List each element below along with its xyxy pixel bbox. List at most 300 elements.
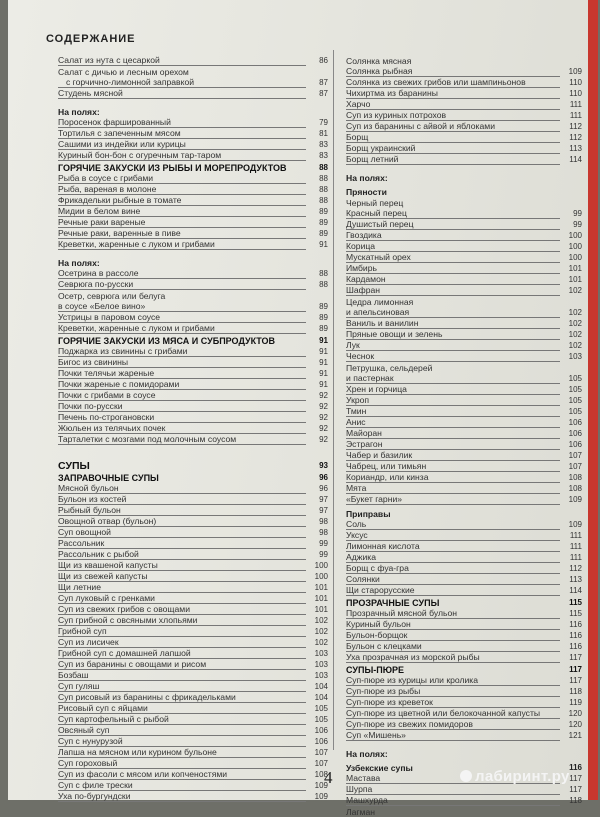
toc-entry	[58, 791, 328, 802]
toc-entry	[346, 384, 582, 395]
toc-entry-page: 104	[314, 682, 328, 691]
toc-entry-page: 102	[568, 319, 582, 328]
toc-entry-page: 88	[319, 174, 328, 183]
toc-entry-page: 104	[314, 693, 328, 702]
toc-entry-title: Креветки, жаренные с луком и грибами	[58, 239, 306, 250]
toc-entry-page: 112	[569, 564, 582, 573]
toc-entry	[58, 637, 328, 648]
toc-entry	[58, 626, 328, 637]
toc-entry-page: 99	[573, 209, 582, 218]
toc-entry	[346, 329, 582, 340]
toc-entry-page: 102	[568, 286, 582, 295]
toc-entry-title: Солянка мясная	[346, 56, 412, 66]
toc-entry-page: 113	[569, 144, 582, 153]
toc-entry-page: 100	[314, 561, 328, 570]
toc-entry-page: 117	[569, 665, 582, 674]
toc-entry-page: 93	[319, 461, 328, 470]
toc-entry-page: 111	[569, 553, 582, 562]
toc-entry-title: Грибной суп с домашней лапшой	[58, 648, 306, 659]
toc-entry	[346, 730, 582, 741]
toc-entry-page: 96	[319, 484, 328, 493]
toc-entry	[58, 505, 328, 516]
toc-entry-page: 88	[319, 196, 328, 205]
toc-entry-title: Шурпа	[346, 784, 560, 795]
toc-entry-page: 106	[568, 418, 582, 427]
toc-entry	[58, 736, 328, 747]
toc-entry	[58, 681, 328, 692]
toc-entry-page: 92	[319, 402, 328, 411]
toc-entry	[346, 99, 582, 110]
toc-entry-title: Лапша на мясном или курином бульоне	[58, 747, 306, 758]
toc-entry-page: 91	[319, 336, 328, 345]
toc-entry	[58, 323, 328, 334]
toc-entry-page: 81	[319, 129, 328, 138]
toc-entry-title: Харчо	[346, 99, 560, 110]
toc-entry-page: 109	[568, 495, 582, 504]
toc-entry-title: Жюльен из телячьих почек	[58, 423, 306, 434]
toc-entry-title: Севрюга по-русски	[58, 279, 306, 290]
toc-entry	[58, 648, 328, 659]
toc-entry-page: 91	[319, 240, 328, 249]
toc-entry-title: Студень мясной	[58, 88, 306, 99]
toc-entry-page: 110	[569, 78, 582, 87]
toc-entry	[346, 307, 582, 318]
book-page	[8, 0, 598, 817]
toc-entry	[346, 362, 582, 373]
toc-entry-title: Салат из нута с цесаркой	[58, 55, 306, 66]
toc-entry-title: Бигос из свинины	[58, 357, 306, 368]
toc-entry-page: 107	[568, 462, 582, 471]
toc-entry-title: Приправы	[346, 509, 391, 519]
toc-entry	[346, 66, 582, 77]
toc-entry-title: Лук	[346, 340, 560, 351]
toc-entry-page: 87	[319, 89, 328, 98]
toc-entry	[58, 659, 328, 670]
toc-entry-page: 102	[314, 627, 328, 636]
toc-entry	[58, 747, 328, 758]
toc-entry	[346, 241, 582, 252]
toc-entry-page: 105	[568, 407, 582, 416]
toc-entry	[58, 150, 328, 161]
page-number: 4	[324, 768, 333, 787]
toc-entry-title: Кориандр, или кинза	[346, 472, 560, 483]
toc-entry-page: 115	[569, 598, 582, 607]
toc-entry-title: Гвоздика	[346, 230, 560, 241]
toc-entry	[58, 128, 328, 139]
spacer	[58, 250, 328, 254]
toc-entry	[346, 263, 582, 274]
toc-entry-page: 110	[569, 89, 582, 98]
column-divider	[333, 50, 334, 750]
toc-entry-page: 102	[568, 308, 582, 317]
toc-entry-title: Суп из лисичек	[58, 637, 306, 648]
toc-entry	[58, 55, 328, 66]
toc-entry-page: 100	[568, 253, 582, 262]
toc-entry-title: Щи из свежей капусты	[58, 571, 306, 582]
toc-entry	[346, 552, 582, 563]
toc-entry	[346, 274, 582, 285]
toc-entry	[346, 641, 582, 652]
watermark-text: лабиринт.ру	[475, 768, 570, 785]
toc-entry-title: На полях:	[346, 749, 388, 759]
toc-entry	[58, 379, 328, 390]
toc-entry-page: 105	[568, 374, 582, 383]
toc-entry	[346, 318, 582, 329]
toc-entry-page: 107	[314, 748, 328, 757]
toc-entry	[58, 758, 328, 769]
toc-entry-title: Рисовый суп с яйцами	[58, 703, 306, 714]
toc-entry-page: 91	[319, 380, 328, 389]
toc-entry-title: Суп из куриных потрохов	[346, 110, 560, 121]
toc-entry	[346, 652, 582, 663]
toc-entry-page: 113	[569, 575, 582, 584]
toc-entry	[346, 686, 582, 697]
toc-entry-title: Суп овощной	[58, 527, 306, 538]
toc-entry-title: Чихиртма из баранины	[346, 88, 560, 99]
toc-heading	[58, 257, 328, 268]
toc-entry	[58, 88, 328, 99]
toc-entry-page: 96	[319, 473, 328, 482]
toc-entry	[346, 472, 582, 483]
toc-entry-title: Пряности	[346, 187, 387, 197]
toc-entry	[58, 268, 328, 279]
toc-entry	[346, 121, 582, 132]
toc-entry-page: 109	[314, 792, 328, 801]
toc-entry-title: ПРОЗРАЧНЫЕ СУПЫ	[346, 598, 440, 608]
toc-entry-title: Мидии в белом вине	[58, 206, 306, 217]
toc-entry	[346, 340, 582, 351]
toc-entry	[58, 549, 328, 560]
toc-entry-title: Суп гороховый	[58, 758, 306, 769]
toc-entry-page: 101	[314, 605, 328, 614]
toc-heading	[58, 457, 328, 471]
toc-entry	[58, 228, 328, 239]
toc-entry-title: На полях:	[346, 173, 388, 183]
toc-entry-page: 121	[568, 731, 582, 740]
toc-heading	[346, 172, 582, 183]
toc-entry-title: Пряные овощи и зелень	[346, 329, 560, 340]
toc-entry-title: На полях:	[58, 258, 100, 268]
toc-entry-title: Хрен и горчица	[346, 384, 560, 395]
toc-entry-title: и пастернак	[346, 373, 560, 384]
toc-entry	[58, 184, 328, 195]
toc-entry	[58, 301, 328, 312]
toc-heading	[346, 508, 582, 519]
toc-entry	[58, 483, 328, 494]
toc-entry-page: 86	[319, 56, 328, 65]
toc-heading	[346, 186, 582, 197]
toc-entry	[58, 527, 328, 538]
toc-entry-page: 103	[314, 649, 328, 658]
toc-entry	[58, 560, 328, 571]
toc-entry-page: 112	[569, 133, 582, 142]
toc-heading	[346, 748, 582, 759]
toc-entry-page: 106	[314, 726, 328, 735]
toc-entry	[58, 173, 328, 184]
toc-entry-title: Узбекские супы	[346, 763, 413, 773]
toc-entry-title: и апельсиновая	[346, 307, 560, 318]
toc-entry	[58, 703, 328, 714]
toc-entry-page: 114	[569, 586, 582, 595]
toc-entry-page: 101	[568, 264, 582, 273]
toc-entry-page: 83	[319, 151, 328, 160]
toc-entry-page: 105	[314, 704, 328, 713]
toc-entry	[346, 197, 582, 208]
toc-entry-page: 88	[319, 269, 328, 278]
toc-entry-page: 89	[319, 324, 328, 333]
toc-entry-page: 89	[319, 313, 328, 322]
toc-entry-page: 105	[314, 715, 328, 724]
toc-entry	[346, 784, 582, 795]
toc-entry-title: Креветки, жаренные с луком и грибами	[58, 323, 306, 334]
toc-entry-page: 89	[319, 302, 328, 311]
toc-entry	[346, 77, 582, 88]
toc-entry-title: Суп из фасоли с мясом или копченостями	[58, 769, 306, 780]
toc-entry	[346, 351, 582, 362]
toc-entry	[346, 285, 582, 296]
toc-entry-title: «Букет гарни»	[346, 494, 560, 505]
toc-entry-title: Солянка рыбная	[346, 66, 560, 77]
toc-entry-title: Печень по-строгановски	[58, 412, 306, 423]
toc-entry-title: Суп «Мишень»	[346, 730, 560, 741]
toc-entry-title: Майоран	[346, 428, 560, 439]
toc-entry-title: Мясной бульон	[58, 483, 306, 494]
toc-entry-title: Почки жареные с помидорами	[58, 379, 306, 390]
toc-entry-page: 102	[314, 638, 328, 647]
toc-entry-title: Солянка из свежих грибов или шампиньонов	[346, 77, 560, 88]
toc-entry-title: Корица	[346, 241, 560, 252]
toc-entry-title: Осетр, севрюга или белуга	[58, 291, 166, 301]
toc-entry-page: 97	[319, 506, 328, 515]
toc-entry-title: СУПЫ	[58, 460, 90, 472]
toc-entry	[346, 708, 582, 719]
toc-entry-page: 105	[568, 396, 582, 405]
toc-entry-page: 118	[569, 796, 582, 805]
toc-entry-title: Имбирь	[346, 263, 560, 274]
toc-entry-page: 108	[568, 484, 582, 493]
toc-entry-title: Суп из свежих грибов с овощами	[58, 604, 306, 615]
toc-entry-title: Поросенок фаршированный	[58, 117, 306, 128]
toc-entry	[346, 154, 582, 165]
toc-entry-title: Салат с дичью и лесным орехом	[58, 67, 189, 77]
toc-entry-title: Суп-пюре из свежих помидоров	[346, 719, 560, 730]
spacer	[346, 165, 582, 169]
toc-heading	[58, 161, 328, 173]
toc-entry-page: 100	[314, 572, 328, 581]
toc-entry-title: Рыбный бульон	[58, 505, 306, 516]
toc-entry	[346, 428, 582, 439]
spacer	[58, 99, 328, 103]
toc-entry-page: 91	[319, 369, 328, 378]
toc-entry-page: 98	[319, 517, 328, 526]
toc-entry-title: Уха прозрачная из морской рыбы	[346, 652, 560, 663]
toc-entry-page: 117	[569, 653, 582, 662]
toc-entry	[58, 217, 328, 228]
toc-entry	[58, 582, 328, 593]
toc-entry-page: 117	[569, 785, 582, 794]
toc-entry-title: Суп из баранины с овощами и рисом	[58, 659, 306, 670]
toc-column-left	[58, 55, 328, 802]
toc-entry	[346, 519, 582, 530]
toc-entry-page: 115	[569, 609, 582, 618]
toc-entry-page: 103	[314, 660, 328, 669]
toc-entry-page: 97	[319, 495, 328, 504]
toc-entry-title: Щи старорусские	[346, 585, 560, 596]
toc-entry-title: Щи из квашеной капусты	[58, 560, 306, 571]
toc-entry-title: Лимонная кислота	[346, 541, 560, 552]
toc-entry	[58, 725, 328, 736]
toc-entry-title: Почки телячьи жареные	[58, 368, 306, 379]
toc-entry-title: Борщ	[346, 132, 560, 143]
toc-entry-page: 117	[569, 774, 582, 783]
toc-entry	[346, 219, 582, 230]
toc-entry-page: 92	[319, 413, 328, 422]
toc-entry-page: 106	[568, 440, 582, 449]
toc-entry	[346, 88, 582, 99]
toc-entry-title: СУПЫ-ПЮРЕ	[346, 665, 405, 675]
toc-entry-page: 103	[568, 352, 582, 361]
toc-entry-page: 99	[319, 539, 328, 548]
toc-entry	[346, 230, 582, 241]
toc-entry	[346, 630, 582, 641]
toc-entry	[346, 417, 582, 428]
toc-entry-title: Укроп	[346, 395, 560, 406]
toc-entry-title: Грибной суп	[58, 626, 306, 637]
toc-entry-page: 100	[568, 242, 582, 251]
toc-entry-title: Лагман	[346, 807, 375, 817]
red-cover-edge	[588, 0, 598, 800]
toc-entry-title: Борщ украинский	[346, 143, 560, 154]
toc-entry	[58, 538, 328, 549]
toc-entry-page: 88	[319, 163, 328, 172]
toc-entry	[346, 585, 582, 596]
toc-entry	[346, 296, 582, 307]
toc-entry-page: 116	[569, 620, 582, 629]
toc-entry	[58, 516, 328, 527]
toc-entry	[346, 208, 582, 219]
toc-entry-title: Мята	[346, 483, 560, 494]
toc-entry	[58, 604, 328, 615]
toc-entry	[58, 769, 328, 780]
toc-entry-title: Черный перец	[346, 198, 404, 208]
toc-entry-page: 111	[569, 531, 582, 540]
toc-entry-page: 91	[319, 347, 328, 356]
watermark	[460, 768, 570, 785]
toc-entry-title: Куриный бон-бон с огуречным тар-таром	[58, 150, 306, 161]
toc-entry-page: 92	[319, 391, 328, 400]
toc-column-right	[346, 55, 582, 817]
toc-entry-title: Рассольник	[58, 538, 306, 549]
toc-entry-title: ГОРЯЧИЕ ЗАКУСКИ ИЗ РЫБЫ И МОРЕПРОДУКТОВ	[58, 163, 287, 173]
toc-entry-page: 79	[319, 118, 328, 127]
toc-entry-page: 119	[569, 698, 582, 707]
toc-entry-title: Прозрачный мясной бульон	[346, 608, 560, 619]
toc-entry	[58, 357, 328, 368]
toc-entry	[58, 670, 328, 681]
toc-entry-page: 88	[319, 185, 328, 194]
toc-heading	[58, 106, 328, 117]
toc-entry	[346, 450, 582, 461]
toc-entry-title: Соль	[346, 519, 560, 530]
toc-entry	[58, 434, 328, 445]
toc-entry	[58, 615, 328, 626]
toc-entry-page: 106	[568, 429, 582, 438]
toc-entry	[58, 571, 328, 582]
toc-entry	[58, 692, 328, 703]
toc-entry-page: 102	[568, 341, 582, 350]
toc-entry	[346, 439, 582, 450]
toc-entry	[58, 780, 328, 791]
toc-entry-title: Бозбаш	[58, 670, 306, 681]
toc-entry	[346, 143, 582, 154]
toc-entry	[58, 368, 328, 379]
toc-entry	[346, 252, 582, 263]
toc-entry-page: 92	[319, 435, 328, 444]
toc-entry	[346, 530, 582, 541]
toc-entry-title: Душистый перец	[346, 219, 560, 230]
toc-entry-page: 116	[569, 642, 582, 651]
toc-entry-title: Рассольник с рыбой	[58, 549, 306, 560]
toc-heading	[58, 334, 328, 346]
toc-heading	[58, 471, 328, 483]
toc-entry-page: 103	[314, 671, 328, 680]
toc-entry	[346, 110, 582, 121]
toc-entry-page: 99	[319, 550, 328, 559]
toc-entry-page: 108	[314, 770, 328, 779]
toc-entry-page: 120	[568, 720, 582, 729]
toc-entry	[58, 139, 328, 150]
toc-entry-page: 112	[569, 122, 582, 131]
toc-entry	[346, 395, 582, 406]
toc-entry-title: с горчично-лимонной заправкой	[58, 77, 306, 88]
toc-entry	[346, 406, 582, 417]
toc-entry-title: Овсяный суп	[58, 725, 306, 736]
toc-entry	[58, 423, 328, 434]
toc-entry-page: 87	[319, 78, 328, 87]
toc-entry-page: 116	[569, 631, 582, 640]
toc-entry-page: 102	[568, 330, 582, 339]
toc-entry-page: 118	[569, 687, 582, 696]
toc-heading	[346, 663, 582, 675]
toc-entry-title: Мускатный орех	[346, 252, 560, 263]
toc-entry-title: На полях:	[58, 107, 100, 117]
toc-entry-page: 101	[568, 275, 582, 284]
toc-entry-title: Суп рисовый из баранины с фрикадельками	[58, 692, 306, 703]
toc-entry-title: Суп-пюре из креветок	[346, 697, 560, 708]
toc-entry	[346, 494, 582, 505]
toc-entry-title: Мастава	[346, 773, 560, 784]
toc-entry-page: 111	[569, 111, 582, 120]
toc-entry	[58, 390, 328, 401]
toc-entry-title: Суп-пюре из цветной или белокочанной капусты	[346, 708, 560, 719]
toc-entry-title: Чабер и базилик	[346, 450, 560, 461]
toc-entry-title: Шафран	[346, 285, 560, 296]
toc-entry	[58, 401, 328, 412]
toc-entry-title: в соусе «Белое вино»	[58, 301, 306, 312]
toc-entry-title: Борщ с фуа-гра	[346, 563, 560, 574]
toc-entry-page: 109	[568, 520, 582, 529]
toc-entry-title: Тарталетки с мозгами под молочным соусом	[58, 434, 306, 445]
toc-entry-title: Поджарка из свинины с грибами	[58, 346, 306, 357]
toc-entry	[58, 593, 328, 604]
toc-entry	[58, 195, 328, 206]
toc-entry	[346, 55, 582, 66]
toc-entry-title: Устрицы в паровом соусе	[58, 312, 306, 323]
toc-entry	[346, 608, 582, 619]
toc-entry	[58, 117, 328, 128]
toc-entry-title: Речные раки вареные	[58, 217, 306, 228]
toc-entry-title: Красный перец	[346, 208, 560, 219]
